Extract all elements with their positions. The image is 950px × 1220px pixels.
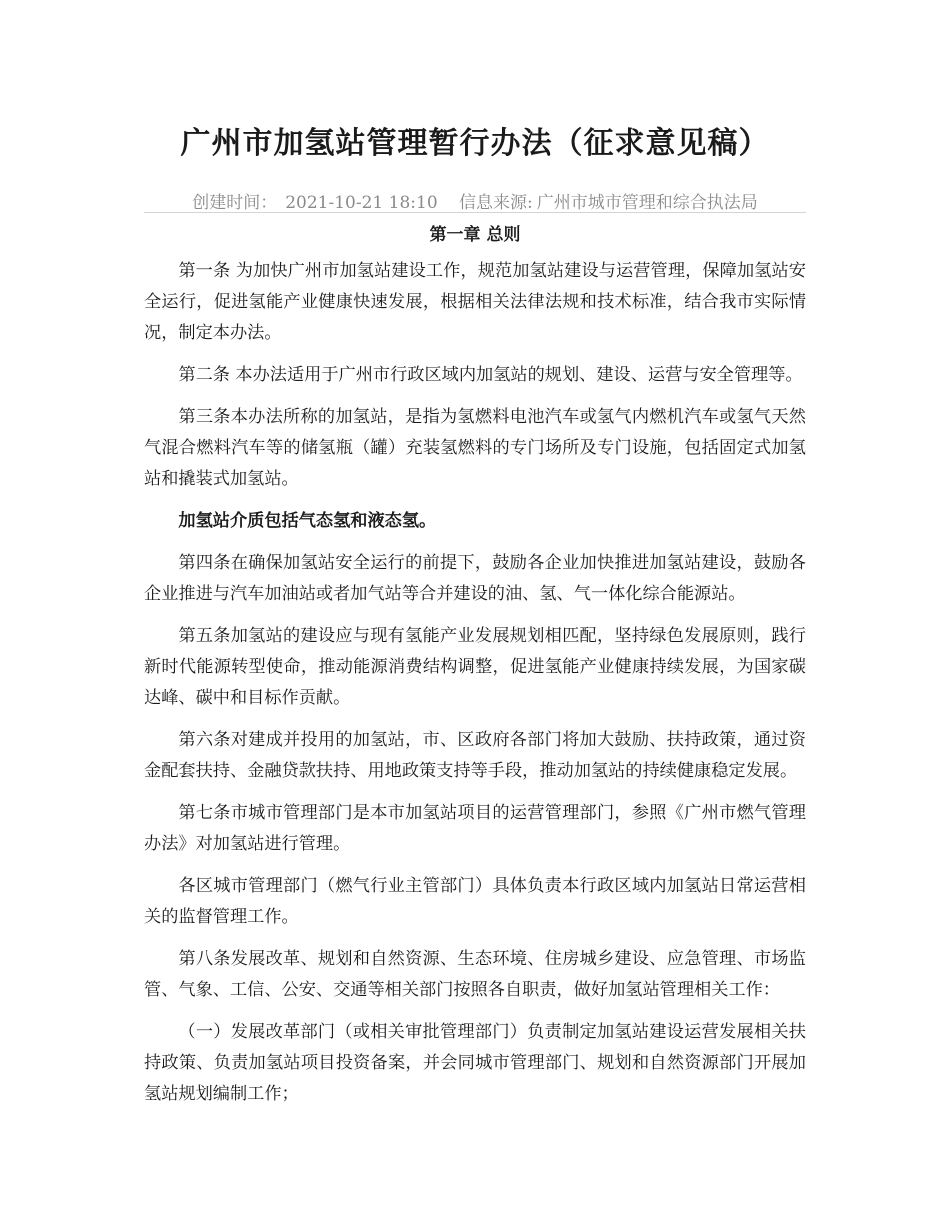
document-title: 广州市加氢站管理暂行办法（征求意见稿） bbox=[180, 126, 770, 161]
hydrogen-medium-note: 加氢站介质包括气态氢和液态氢。 bbox=[178, 511, 437, 531]
source-value: 广州市城市管理和综合执法局 bbox=[536, 193, 758, 213]
article-8-item-1: （一）发展改革部门（或相关审批管理部门）负责制定加氢站建设运营发展相关扶持政策、负责加氢站项目投资备案，并会同城市管理部门、规划和自然资源部门开展加氢站规划编制工作； bbox=[144, 1022, 806, 1104]
district-management-note: 各区城市管理部门（燃气行业主管部门）具体负责本行政区域内加氢站日常运营相关的监督管理工作。 bbox=[144, 876, 806, 927]
created-time-value: 2021-10-21 18:10 bbox=[285, 193, 438, 213]
article-1: 第一条 为加快广州市加氢站建设工作，规范加氢站建设与运营管理，保障加氢站安全运行，促进氢能产业健康快速发展，根据相关法律法规和技术标准，结合我市实际情况，制定本办法。 bbox=[144, 261, 806, 343]
article-8: 第八条发展改革、规划和自然资源、生态环境、住房城乡建设、应急管理、市场监管、气象、工信、公安、交通等相关部门按照各自职责，做好加氢站管理相关工作： bbox=[144, 949, 806, 1000]
article-3: 第三条本办法所称的加氢站，是指为氢燃料电池汽车或氢气内燃机汽车或氢气天然气混合燃料汽车等的储氢瓶（罐）充装氢燃料的专门场所及专门设施，包括固定式加氢站和撬装式加氢站。 bbox=[144, 407, 806, 489]
article-5: 第五条加氢站的建设应与现有氢能产业发展规划相匹配，坚持绿色发展原则，践行新时代能源转型使命，推动能源消费结构调整，促进氢能产业健康持续发展，为国家碳达峰、碳中和目标作贡献。 bbox=[144, 626, 806, 708]
article-2: 第二条 本办法适用于广州市行政区域内加氢站的规划、建设、运营与安全管理等。 bbox=[178, 365, 803, 385]
document-body bbox=[144, 256, 806, 1121]
document-meta bbox=[144, 188, 806, 213]
article-6: 第六条对建成并投用的加氢站，市、区政府各部门将加大鼓励、扶持政策，通过资金配套扶持、金融贷款扶持、用地政策支持等手段，推动加氢站的持续健康稳定发展。 bbox=[144, 730, 806, 781]
article-4: 第四条在确保加氢站安全运行的前提下，鼓励各企业加快推进加氢站建设，鼓励各企业推进与汽车加油站或者加气站等合并建设的油、氢、气一体化综合能源站。 bbox=[144, 553, 806, 604]
article-7: 第七条市城市管理部门是本市加氢站项目的运营管理部门，参照《广州市燃气管理办法》对加氢站进行管理。 bbox=[144, 803, 806, 854]
source-label: 信息来源: bbox=[459, 193, 533, 213]
created-time-label: 创建时间： bbox=[192, 193, 278, 213]
chapter-heading: 第一章 总则 bbox=[429, 225, 521, 245]
